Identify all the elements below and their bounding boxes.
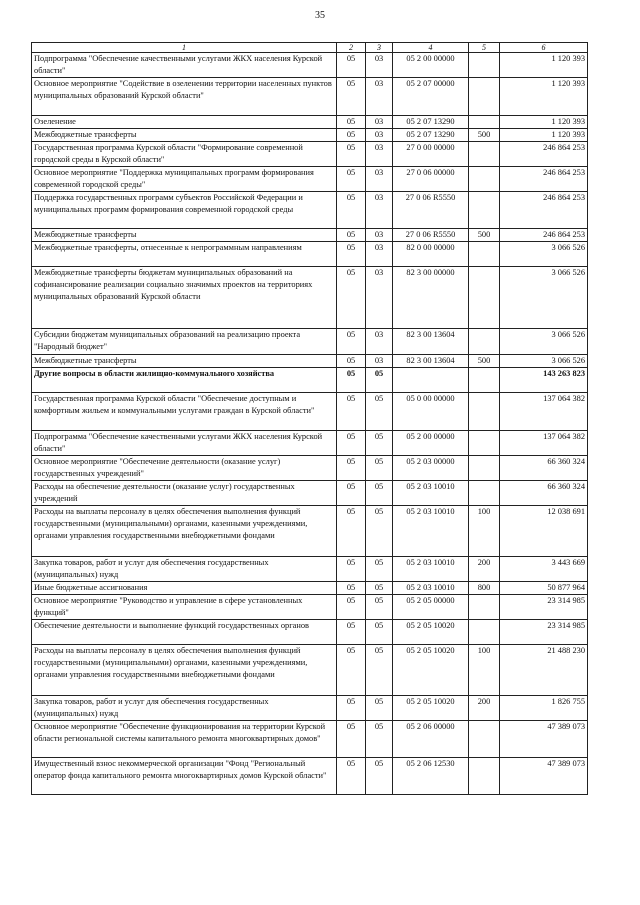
row-amount: 246 864 253 [500,192,588,229]
row-section: 05 [337,267,366,329]
row-subsection: 03 [366,229,393,242]
row-amount: 246 864 253 [500,167,588,192]
row-target-article: 27 0 06 R5550 [393,229,469,242]
row-target-article: 05 2 05 10020 [393,645,469,696]
row-target-article: 05 2 07 00000 [393,78,469,116]
row-target-article: 82 0 00 00000 [393,242,469,267]
row-section: 05 [337,481,366,506]
table-row [32,481,588,506]
row-subsection: 05 [366,456,393,481]
row-target-article: 82 3 00 00000 [393,267,469,329]
row-amount: 47 389 073 [500,758,588,795]
table-row [32,393,588,431]
row-name: Основное мероприятие "Обеспечение деятельности (оказание услуг) государственных учреждений" [32,456,337,481]
row-subsection: 03 [366,242,393,267]
row-subsection: 05 [366,431,393,456]
row-amount: 3 066 526 [500,267,588,329]
row-subsection: 05 [366,721,393,758]
row-expense-type [469,167,500,192]
row-section: 05 [337,506,366,557]
row-expense-type: 500 [469,229,500,242]
column-header: 6 [500,43,588,53]
row-subsection: 03 [366,116,393,129]
row-name: Межбюджетные трансферты, отнесенные к непрограммным направлениям [32,242,337,267]
row-section: 05 [337,557,366,582]
row-expense-type [469,267,500,329]
table-row [32,129,588,142]
row-expense-type [469,242,500,267]
row-expense-type [469,620,500,645]
row-name: Поддержка государственных программ субъектов Российской Федерации и муниципальных программ формирования современной городской среды [32,192,337,229]
row-subsection: 03 [366,129,393,142]
row-target-article: 05 2 05 10020 [393,696,469,721]
row-name: Обеспечение деятельности и выполнение функций государственных органов [32,620,337,645]
row-expense-type: 100 [469,506,500,557]
table-row [32,456,588,481]
row-expense-type [469,393,500,431]
row-section: 05 [337,758,366,795]
row-target-article: 05 2 05 10020 [393,620,469,645]
row-subsection: 03 [366,78,393,116]
row-amount: 1 826 755 [500,696,588,721]
row-section: 05 [337,129,366,142]
row-name: Субсидии бюджетам муниципальных образований на реализацию проекта "Народный бюджет" [32,329,337,355]
row-expense-type [469,456,500,481]
row-name: Расходы на выплаты персоналу в целях обеспечения выполнения функций государственными (муниципальными) органами, казенными учреждениями, органами управления государственными внебюджетными фондами [32,645,337,696]
row-section: 05 [337,116,366,129]
row-amount: 3 066 526 [500,355,588,368]
row-amount: 23 314 985 [500,595,588,620]
row-expense-type: 200 [469,557,500,582]
table-row [32,142,588,167]
row-subsection: 03 [366,192,393,229]
row-target-article: 05 2 03 00000 [393,456,469,481]
row-section: 05 [337,78,366,116]
row-expense-type: 500 [469,129,500,142]
row-subsection: 05 [366,557,393,582]
row-subsection: 05 [366,582,393,595]
row-amount: 23 314 985 [500,620,588,645]
row-section: 05 [337,696,366,721]
row-expense-type [469,53,500,78]
row-amount: 1 120 393 [500,129,588,142]
row-subsection: 03 [366,53,393,78]
row-name: Основное мероприятие "Обеспечение функционирования на территории Курской области региональной системы капитального ремонта многоквартирных домов" [32,721,337,758]
row-expense-type: 800 [469,582,500,595]
row-target-article: 05 2 07 13290 [393,129,469,142]
row-section: 05 [337,329,366,355]
row-amount: 21 488 230 [500,645,588,696]
row-section: 05 [337,229,366,242]
table-row [32,721,588,758]
row-expense-type [469,368,500,393]
table-row [32,167,588,192]
row-subsection: 03 [366,142,393,167]
table-row [32,696,588,721]
row-subsection: 05 [366,645,393,696]
row-amount: 50 877 964 [500,582,588,595]
row-name: Межбюджетные трансферты [32,355,337,368]
row-name: Закупка товаров, работ и услуг для обеспечения государственных (муниципальных) нужд [32,557,337,582]
row-expense-type: 200 [469,696,500,721]
row-amount: 1 120 393 [500,78,588,116]
row-target-article: 05 2 03 10010 [393,582,469,595]
row-subsection: 05 [366,506,393,557]
row-subsection: 03 [366,167,393,192]
row-name: Имущественный взнос некоммерческой организации "Фонд "Региональный оператор фонда капитального ремонта многоквартирных домов Курской области" [32,758,337,795]
row-amount: 1 120 393 [500,116,588,129]
row-name: Государственная программа Курской области "Обеспечение доступным и комфортным жильем и коммунальными услугами граждан в Курской области" [32,393,337,431]
table-row [32,192,588,229]
row-amount: 246 864 253 [500,229,588,242]
row-expense-type [469,329,500,355]
row-name: Межбюджетные трансферты [32,129,337,142]
table-row [32,368,588,393]
row-amount: 137 064 382 [500,431,588,456]
row-expense-type: 100 [469,645,500,696]
row-expense-type: 500 [469,355,500,368]
row-expense-type [469,721,500,758]
row-name: Закупка товаров, работ и услуг для обеспечения государственных (муниципальных) нужд [32,696,337,721]
row-target-article: 27 0 06 R5550 [393,192,469,229]
row-subsection: 03 [366,329,393,355]
row-name: Государственная программа Курской области "Формирование современной городской среды в Курской области" [32,142,337,167]
row-target-article: 05 2 00 00000 [393,431,469,456]
row-subsection: 05 [366,368,393,393]
row-expense-type [469,142,500,167]
row-amount: 246 864 253 [500,142,588,167]
row-section: 05 [337,721,366,758]
row-target-article [393,368,469,393]
table-row [32,758,588,795]
table-row [32,242,588,267]
row-target-article: 27 0 00 00000 [393,142,469,167]
row-section: 05 [337,167,366,192]
row-section: 05 [337,192,366,229]
row-name: Расходы на выплаты персоналу в целях обеспечения выполнения функций государственными (муниципальными) органами, казенными учреждениями, органами управления государственными внебюджетными фондами [32,506,337,557]
row-amount: 137 064 382 [500,393,588,431]
row-section: 05 [337,620,366,645]
row-name: Основное мероприятие "Руководство и управление в сфере установленных функций" [32,595,337,620]
row-amount: 3 066 526 [500,242,588,267]
row-target-article: 05 2 03 10010 [393,557,469,582]
row-amount: 3 066 526 [500,329,588,355]
row-section: 05 [337,582,366,595]
row-target-article: 05 2 03 10010 [393,506,469,557]
row-expense-type [469,595,500,620]
row-section: 05 [337,368,366,393]
column-number-row [32,43,588,53]
row-amount: 12 038 691 [500,506,588,557]
table-row [32,431,588,456]
row-name: Межбюджетные трансферты бюджетам муниципальных образований на софинансирование реализации социально значимых проектов на территориях муниципальных образований Курской области [32,267,337,329]
row-target-article: 05 2 00 00000 [393,53,469,78]
table-row [32,355,588,368]
row-amount: 1 120 393 [500,53,588,78]
table-row [32,645,588,696]
column-header: 4 [393,43,469,53]
row-name: Межбюджетные трансферты [32,229,337,242]
row-subsection: 05 [366,620,393,645]
row-name: Иные бюджетные ассигнования [32,582,337,595]
column-header: 2 [337,43,366,53]
row-name: Расходы на обеспечение деятельности (оказание услуг) государственных учреждений [32,481,337,506]
table-row [32,620,588,645]
row-expense-type [469,192,500,229]
row-name: Озеленение [32,116,337,129]
row-section: 05 [337,595,366,620]
row-name: Подпрограмма "Обеспечение качественными услугами ЖКХ населения Курской области" [32,431,337,456]
table-row [32,267,588,329]
row-amount: 66 360 324 [500,481,588,506]
row-amount: 143 263 823 [500,368,588,393]
row-section: 05 [337,456,366,481]
row-target-article: 05 0 00 00000 [393,393,469,431]
table-row [32,582,588,595]
row-section: 05 [337,393,366,431]
table-row [32,229,588,242]
row-target-article: 27 0 06 00000 [393,167,469,192]
budget-table [31,42,588,795]
row-name: Основное мероприятие "Поддержка муниципальных программ формирования современной городской среды" [32,167,337,192]
row-subsection: 03 [366,355,393,368]
row-subsection: 05 [366,758,393,795]
row-section: 05 [337,242,366,267]
column-header: 3 [366,43,393,53]
page-number: 35 [315,10,325,21]
row-expense-type [469,116,500,129]
row-target-article: 82 3 00 13604 [393,329,469,355]
row-amount: 47 389 073 [500,721,588,758]
row-name: Подпрограмма "Обеспечение качественными услугами ЖКХ населения Курской области" [32,53,337,78]
row-expense-type [469,431,500,456]
table-row [32,506,588,557]
row-section: 05 [337,431,366,456]
row-expense-type [469,78,500,116]
row-subsection: 05 [366,481,393,506]
row-name: Другие вопросы в области жилищно-коммунального хозяйства [32,368,337,393]
row-amount: 66 360 324 [500,456,588,481]
table-row [32,557,588,582]
row-expense-type [469,758,500,795]
row-amount: 3 443 669 [500,557,588,582]
table-row [32,595,588,620]
row-section: 05 [337,645,366,696]
table-row [32,78,588,116]
column-header: 1 [32,43,337,53]
row-section: 05 [337,142,366,167]
row-target-article: 05 2 06 00000 [393,721,469,758]
row-subsection: 05 [366,595,393,620]
row-target-article: 05 2 07 13290 [393,116,469,129]
row-target-article: 05 2 05 00000 [393,595,469,620]
row-expense-type [469,481,500,506]
row-target-article: 82 3 00 13604 [393,355,469,368]
row-section: 05 [337,355,366,368]
row-subsection: 05 [366,393,393,431]
table-row [32,329,588,355]
table-row [32,53,588,78]
row-subsection: 05 [366,696,393,721]
row-target-article: 05 2 03 10010 [393,481,469,506]
row-target-article: 05 2 06 12530 [393,758,469,795]
row-subsection: 03 [366,267,393,329]
table-row [32,116,588,129]
row-name: Основное мероприятие "Содействие в озеленении территории населенных пунктов муниципальных образований Курской области" [32,78,337,116]
column-header: 5 [469,43,500,53]
row-section: 05 [337,53,366,78]
